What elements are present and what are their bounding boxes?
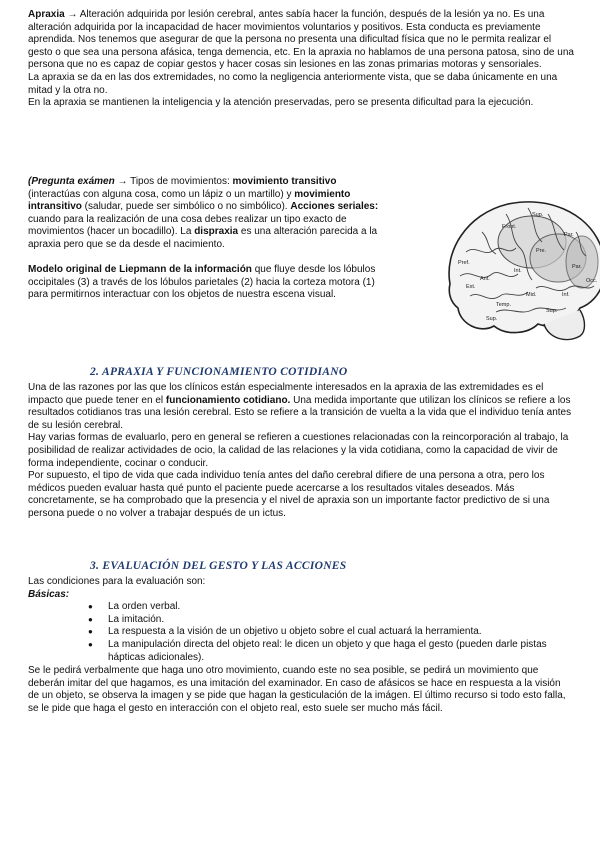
label-pre: Pre. [536, 248, 547, 254]
section-2-paragraph-1: Una de las razones por las que los clínicos están especialmente interesados en la apraxia de las extremidades es el impacto que puede tener en el funcionamiento cotidiano. Una medida importante que utilizan los clínicos se refiere a los resultados cotidianos tras una lesión cerebral. Esto se refiere a la transición de vuelta a la vida que el individuo tenía antes de su lesión cerebral. [28, 382, 572, 431]
liepmann-model-paragraph: Modelo original de Liepmann de la información que fluye desde los lóbulos occipitales (3) a través de los lóbulos parietales (2) hacia la corteza motora (1) para permitirnos interactuar con los objetos de nuestra escena visual. [28, 264, 376, 301]
list-item: ● La respuesta a la visión de un objetivo u objeto sobre el cual actuará la herramienta. [28, 626, 574, 639]
section-3-body [28, 576, 574, 716]
section-3-heading: 3. EVALUACIÓN DEL GESTO Y LAS ACCIONES [90, 560, 347, 572]
label-int: Int. [514, 268, 522, 274]
label-par-2: Par. [572, 264, 582, 270]
label-temp: Temp. [496, 302, 511, 308]
list-item: ● La imitación. [28, 614, 574, 627]
conditions-list [28, 601, 574, 664]
section-2-paragraph-2: Hay varias formas de evaluarlo, pero en general se refieren a cuestiones relacionadas con la reincorporación al trabajo, la posibilidad de realizar actividades de ocio, la calidad de las relaciones y la vida cotidiana, como la capacidad de vivir de forma independiente, cocinar o conducir. [28, 432, 569, 469]
intro-paragraph-3: En la apraxia se mantienen la inteligencia y la atención preservadas, pero se presenta dificultad para la ejecución. [28, 97, 534, 109]
label-front: Front. [502, 224, 517, 230]
label-inf: Inf. [562, 292, 570, 298]
basicas-label: Básicas: [28, 588, 70, 600]
label-sup-bottom: Sup. [546, 308, 558, 314]
brain-diagram-icon [436, 192, 600, 352]
label-occ: Occ. [586, 278, 598, 284]
label-ext: Ext. [466, 284, 476, 290]
label-sup-3: Sup. [486, 316, 498, 322]
label-par: Par. [564, 232, 574, 238]
movement-types-paragraph: (Pregunta exámen → Tipos de movimientos: movimiento transitivo (interactúas con alguna cosa, como un lápiz o un martillo) y movimiento intransitivo (saludar, puede ser simbólico o no simbólico). Acciones seriales: cuando para la realización de una cosa debes realizar un tipo exacto de movimientos (hacer un bocadillo). La dispraxia es una alteración parecida a la apraxia pero que se da desde el nacimiento. [28, 176, 379, 250]
intro-paragraph-1: Apraxia → Alteración adquirida por lesión cerebral, antes sabía hacer la función, después de la lesión ya no. Es una alteración adquirida por la incapacidad de hacer movimientos voluntarios y positivos. Esta conducta es previamente aprendida. Nos tenemos que asegurar de que la persona no presenta una dificultad física que no le permita realizar el gesto o que sea una persona afásica, tenga demencia, etc. En la apraxia no hablamos de una persona patosa, sino de una persona que no es capaz de copiar gestos y hacer cosas sin lesiones en las zonas primarias motoras y sensoriales. [28, 9, 574, 71]
list-item: ● La orden verbal. [28, 601, 574, 614]
intro-paragraph-2: La apraxia se da en las dos extremidades, no como la negligencia anteriormente vista, que se daba únicamente en una mitad y la otra no. [28, 71, 558, 96]
section-3-intro: Las condiciones para la evaluación son: [28, 576, 206, 587]
label-sup-top: Sup. [532, 212, 544, 218]
term-apraxia: Apraxia [28, 9, 65, 20]
movement-types-section [28, 176, 380, 302]
section-2-heading: 2. APRAXIA Y FUNCIONAMIENTO COTIDIANO [90, 366, 348, 378]
section-2-paragraph-3: Por supuesto, el tipo de vida que cada individuo tenía antes del daño cerebral difiere de una persona a otra, pero los médicos pueden evaluar hasta qué punto el paciente puede acercarse a los resultados vitales deseados. Más concretamente, se ha comprobado que la presencia y el nivel de apraxia son un importante factor predictivo de si una persona puede o no volver a trabajar después de un ictus. [28, 470, 550, 519]
section-3-paragraph-2: Se le pedirá verbalmente que haga uno otro movimiento, cuando este no sea posible, se pedirá un movimiento que deberán imitar del que hagamos, es una imitación del examinador. En caso de afásicos se hace en respuesta a la visión de un objeto, se observa la imagen y se pide que hagan la gesticulación de la imágen. El último recurso si todo esto falla, se le pide que haga el gesto en interacción con el objeto real, esto suele ser mucho más fácil. [28, 665, 566, 714]
label-pref: Pref. [458, 260, 470, 266]
section-2-body [28, 382, 574, 521]
intro-section [28, 9, 574, 110]
label-ant: Ant. [480, 276, 490, 282]
list-item: ● La manipulación directa del objeto real: le dicen un objeto y que haga el gesto (pueden darle pistas hápticas adicionales). [28, 639, 574, 664]
label-mid: Mid. [526, 292, 537, 298]
